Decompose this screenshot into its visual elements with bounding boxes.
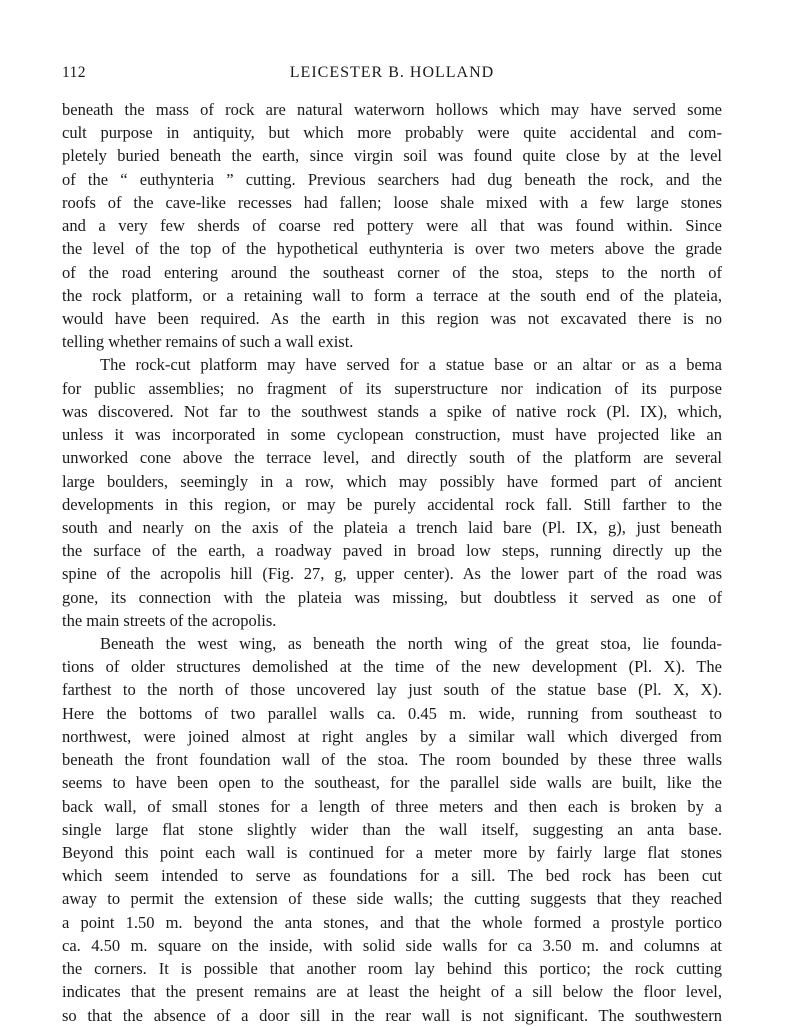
text-line: south and nearly on the axis of the plateia a trench laid bare (Pl. IX, g), just beneath	[62, 517, 722, 537]
text-line: developments in this region, or may be purely accidental rock fall. Still farther to the	[62, 494, 722, 514]
text-line: cult purpose in antiquity, but which more probably were quite accidental and com-	[62, 123, 722, 143]
text-line: for public assemblies; no fragment of its superstructure nor indication of its purpose	[62, 378, 722, 398]
text-line: of the “ euthynteria ” cutting. Previous searchers had dug beneath the rock, and the	[62, 169, 722, 189]
text-line: seems to have been open to the southeast, for the parallel side walls are built, like the	[62, 773, 722, 793]
text-line: tions of older structures demolished at the time of the new development (Pl. X). The	[62, 657, 722, 677]
text-line: ca. 4.50 m. square on the inside, with solid side walls for ca 3.50 m. and columns at	[62, 935, 722, 955]
text-line: unworked cone above the terrace level, and directly south of the platform are several	[62, 448, 722, 468]
text-line: so that the absence of a door sill in the rear wall is not significant. The southwestern	[62, 1005, 722, 1025]
text-line: pletely buried beneath the earth, since virgin soil was found quite close by at the level	[62, 146, 722, 166]
text-line: roofs of the cave-like recesses had fallen; loose shale mixed with a few large stones	[62, 192, 722, 212]
text-line: the rock platform, or a retaining wall to form a terrace at the south end of the plateia,	[62, 285, 722, 305]
text-line: gone, its connection with the plateia was missing, but doubtless it served as one of	[62, 587, 722, 607]
text-line: the main streets of the acropolis.	[62, 610, 277, 630]
text-line: away to permit the extension of these side walls; the cutting suggests that they reached	[62, 889, 722, 909]
text-line: indicates that the present remains are at least the height of a sill below the floor level,	[62, 982, 722, 1002]
text-line: was discovered. Not far to the southwest stands a spike of native rock (Pl. IX), which,	[62, 401, 722, 421]
text-line: the corners. It is possible that another room lay behind this portico; the rock cutting	[62, 959, 722, 979]
text-line: Beyond this point each wall is continued for a meter more by fairly large flat stones	[62, 843, 722, 862]
text-line: single large flat stone slightly wider than the wall itself, suggesting an anta base.	[62, 819, 722, 839]
page-number: 112	[62, 64, 86, 81]
text-line: which seem intended to serve as foundations for a sill. The bed rock has been cut	[62, 866, 722, 886]
text-line: telling whether remains of such a wall exist.	[62, 332, 354, 352]
paragraph	[62, 632, 722, 1027]
text-line: northwest, were joined almost at right angles by a similar wall which diverged from	[62, 726, 722, 746]
running-title: LEICESTER B. HOLLAND	[289, 64, 495, 81]
text-line: beneath the front foundation wall of the stoa. The room bounded by these three walls	[62, 750, 722, 770]
text-line: The rock-cut platform may have served for a statue base or an altar or as a bema	[100, 355, 722, 375]
body-text	[62, 98, 722, 1027]
text-line: the surface of the earth, a roadway paved in broad low steps, running directly up the	[62, 541, 722, 561]
text-line: unless it was incorporated in some cyclopean construction, must have projected like an	[62, 425, 722, 445]
text-line: farthest to the north of those uncovered lay just south of the statue base (Pl. X, X).	[62, 680, 722, 700]
text-line: would have been required. As the earth in this region was not excavated there is no	[62, 308, 722, 328]
paragraph	[62, 98, 722, 353]
text-line: large boulders, seemingly in a row, which may possibly have formed part of ancient	[62, 471, 722, 491]
text-line: back wall, of small stones for a length of three meters and then each is broken by a	[62, 796, 722, 816]
paragraph	[62, 353, 722, 632]
text-line: of the road entering around the southeast corner of the stoa, steps to the north of	[62, 262, 722, 282]
text-line: and a very few sherds of coarse red pottery were all that was found within. Since	[62, 216, 722, 236]
text-line: beneath the mass of rock are natural waterworn hollows which may have served some	[62, 100, 722, 119]
text-line: Here the bottoms of two parallel walls ca. 0.45 m. wide, running from southeast to	[62, 703, 722, 723]
page	[62, 0, 722, 1024]
text-line: spine of the acropolis hill (Fig. 27, g, upper center). As the lower part of the road was	[62, 564, 722, 584]
running-head	[62, 64, 722, 86]
text-line: Beneath the west wing, as beneath the north wing of the great stoa, lie founda-	[100, 634, 722, 654]
text-line: the level of the top of the hypothetical euthynteria is over two meters above the grade	[62, 239, 722, 259]
text-line: a point 1.50 m. beyond the anta stones, and that the whole formed a prostyle portico	[62, 912, 722, 932]
